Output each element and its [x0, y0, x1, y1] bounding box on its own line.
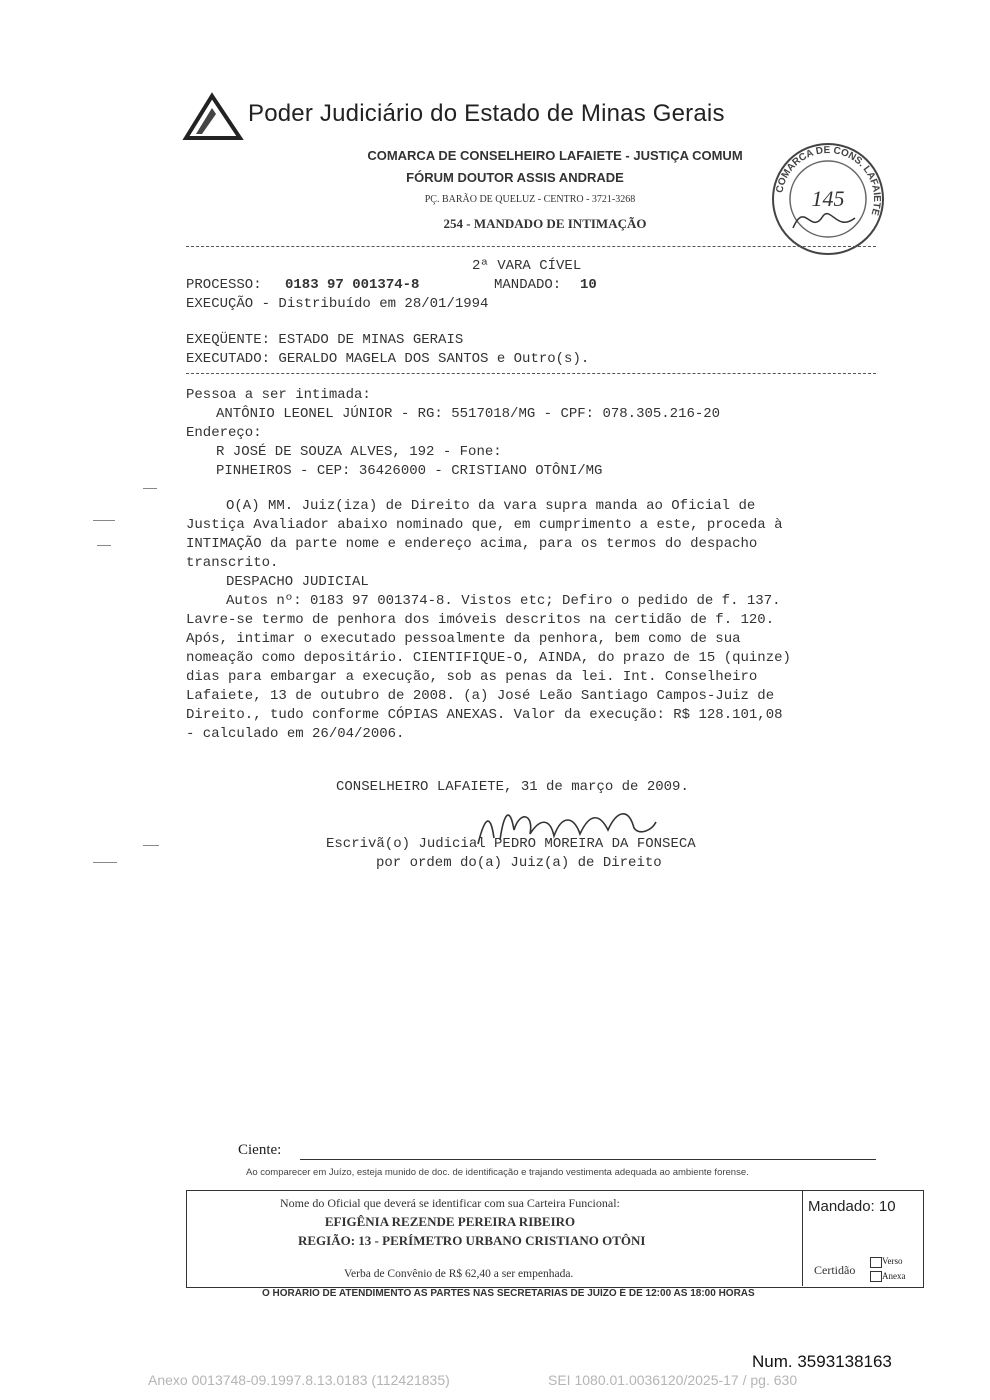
margin-mark: [97, 545, 111, 546]
ciente-label: Ciente:: [238, 1142, 282, 1158]
processo-label: PROCESSO:: [186, 277, 262, 293]
comarca-line: COMARCA DE CONSELHEIRO LAFAIETE - JUSTIÇA COMUM: [367, 148, 743, 163]
despacho-line: Após, intimar o executado pessoalmente da penhora, bem como de sua: [186, 631, 741, 647]
anexa-label: Anexa: [882, 1271, 906, 1281]
exequente-line: EXEQÜENTE: ESTADO DE MINAS GERAIS: [186, 332, 464, 348]
processo-number: 0183 97 001374-8: [285, 277, 420, 293]
city-line: PINHEIROS - CEP: 36426000 - CRISTIANO OTÔNI/MG: [216, 463, 603, 479]
vara-line: 2ª VARA CÍVEL: [472, 258, 582, 274]
despacho-line: Lavre-se termo de penhora dos imóveis descritos na certidão de f. 120.: [186, 612, 775, 628]
order-line: O(A) MM. Juiz(iza) de Direito da vara supra manda ao Oficial de: [226, 498, 756, 514]
despacho-line: - calculado em 26/04/2006.: [186, 726, 405, 742]
person-label: Pessoa a ser intimada:: [186, 387, 371, 403]
margin-mark: [93, 862, 117, 863]
execucao-line: EXECUÇÃO - Distribuído em 28/01/1994: [186, 296, 489, 312]
oficial-label: Nome do Oficial que deverá se identificar com sua Carteira Funcional:: [280, 1196, 620, 1210]
clerk-line: Escrivã(o) Judicial PEDRO MOREIRA DA FONSECA: [326, 836, 696, 852]
person-name-line: ANTÔNIO LEONEL JÚNIOR - RG: 5517018/MG - CPF: 078.305.216-20: [216, 406, 721, 422]
anexa-checkbox[interactable]: [870, 1271, 882, 1282]
despacho-line: Autos nº: 0183 97 001374-8. Vistos etc; Defiro o pedido de f. 137.: [226, 593, 781, 609]
despacho-line: Direito., tudo conforme CÓPIAS ANEXAS. Valor da execução: R$ 128.101,08: [186, 707, 783, 723]
stamp-ring-text: COMARCA DE CONS. LAFAIETE: [774, 144, 883, 217]
stamp-signature: [793, 214, 855, 228]
despacho-line: nomeação como depositário. CIENTIFIQUE-O, AINDA, do prazo de 15 (quinze): [186, 650, 791, 666]
oficial-name: EFIGÊNIA REZENDE PEREIRA RIBEIRO: [324, 1214, 576, 1229]
order-by-line: por ordem do(a) Juiz(a) de Direito: [376, 855, 662, 871]
separator-middle: [186, 373, 876, 374]
attire-notice: Ao comparecer em Juízo, esteja munido de doc. de identificação e trajando vestimenta adequada ao ambiente forense.: [246, 1167, 749, 1178]
verba-line: Verba de Convênio de R$ 62,40 a ser empenhada.: [344, 1268, 574, 1280]
place-date: CONSELHEIRO LAFAIETE, 31 de março de 2009.: [336, 779, 689, 795]
separator-top: [186, 246, 876, 247]
sei-reference: SEI 1080.01.0036120/2025-17 / pg. 630: [548, 1372, 798, 1388]
margin-mark: [143, 845, 159, 846]
mandado-label: MANDADO:: [494, 277, 562, 293]
verso-checkbox[interactable]: [870, 1257, 882, 1268]
executado-line: EXECUTADO: GERALDO MAGELA DOS SANTOS e Outro(s).: [186, 351, 590, 367]
mandado-box-label: Mandado: 10: [808, 1198, 896, 1215]
despacho-title: DESPACHO JUDICIAL: [226, 574, 369, 590]
stamp-number: 145: [811, 186, 845, 211]
document-number: Num. 3593138163: [752, 1352, 892, 1371]
judiciary-logo-icon: [182, 92, 244, 140]
anexo-reference: Anexo 0013748-09.1997.8.13.0183 (112421835): [148, 1372, 450, 1388]
forum-address: PÇ. BARÃO DE QUELUZ - CENTRO - 3721-3268: [424, 194, 636, 205]
forum-line: FÓRUM DOUTOR ASSIS ANDRADE: [406, 170, 624, 185]
document-type: 254 - MANDADO DE INTIMAÇÃO: [443, 216, 647, 231]
court-stamp: [765, 140, 891, 258]
order-line: Justiça Avaliador abaixo nominado que, em cumprimento a este, proceda à: [186, 517, 783, 533]
court-title: Poder Judiciário do Estado de Minas Gerais: [248, 100, 725, 127]
order-line: INTIMAÇÃO da parte nome e endereço acima, para os termos do despacho: [186, 536, 758, 552]
despacho-line: Lafaiete, 13 de outubro de 2008. (a) José Leão Santiago Campos-Juiz de: [186, 688, 775, 704]
box-divider: [802, 1190, 803, 1286]
address-label: Endereço:: [186, 425, 262, 441]
street-line: R JOSÉ DE SOUZA ALVES, 192 - Fone:: [216, 444, 502, 460]
certidao-label: Certidão: [814, 1263, 856, 1277]
margin-mark: [93, 520, 115, 521]
verso-label: Verso: [882, 1256, 903, 1266]
margin-mark: [143, 488, 157, 489]
despacho-paragraph: [186, 592, 886, 744]
order-paragraph: [186, 497, 886, 573]
despacho-line: dias para embargar a execução, sob as penas da lei. Int. Conselheiro: [186, 669, 758, 685]
order-line: transcrito.: [186, 555, 279, 571]
regiao-line: REGIÃO: 13 - PERÍMETRO URBANO CRISTIANO OTÔNI: [298, 1233, 646, 1248]
mandado-number: 10: [580, 277, 597, 293]
horario-notice: O HORÁRIO DE ATENDIMENTO AS PARTES NAS SECRETARIAS DE JUÍZO É DE 12:00 AS 18:00 HORAS: [262, 1288, 755, 1299]
ciente-signature-line: [300, 1159, 876, 1160]
